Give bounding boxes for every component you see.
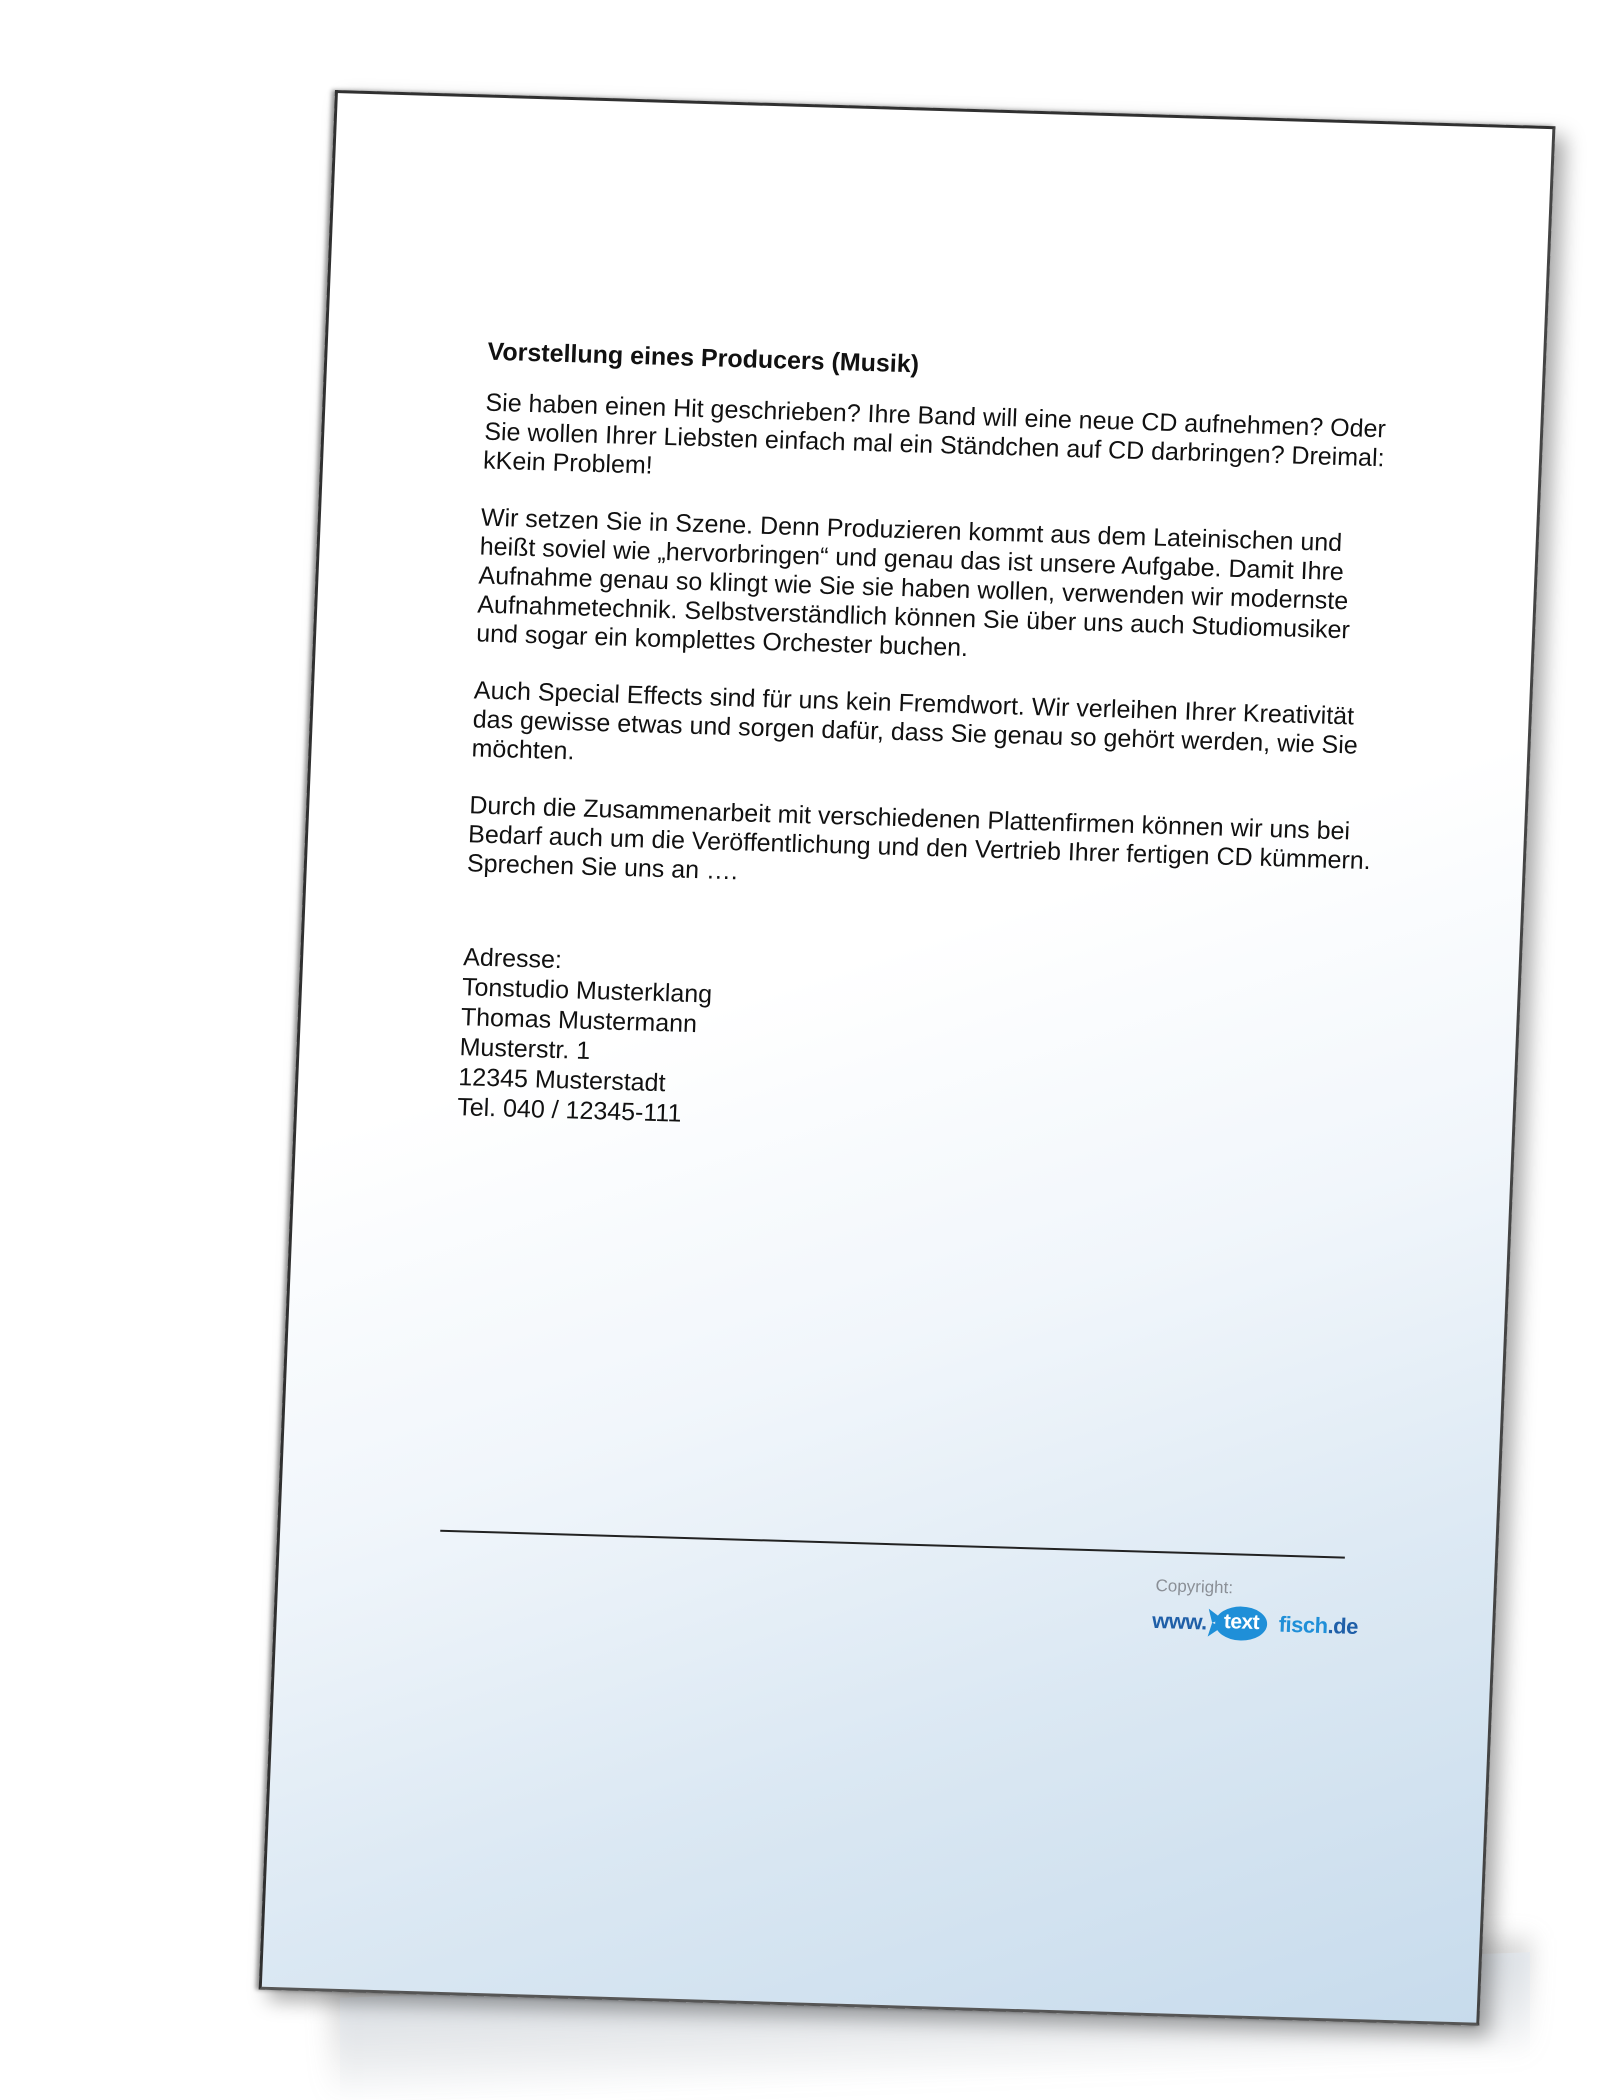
textfisch-logo xyxy=(1151,1602,1372,1646)
copyright-label: Copyright: xyxy=(1155,1576,1234,1598)
logo-suffix-word: fisch xyxy=(1278,1611,1329,1639)
address-block xyxy=(457,942,1369,1149)
document-page xyxy=(259,90,1556,2026)
footer-divider xyxy=(440,1530,1345,1559)
address-label: Adresse: xyxy=(462,943,563,975)
paragraph-effects: Auch Special Effects sind für uns kein Fremdwort. Wir verleihen Ihrer Kreativität das gewisse etwas und sorgen dafür, dass Sie genau so gehört werden, wie Sie möchten. xyxy=(471,676,1359,766)
address-street: Musterstr. 1 xyxy=(459,1033,591,1065)
address-city: 12345 Musterstadt xyxy=(457,1063,667,1098)
fish-icon xyxy=(1207,1604,1278,1644)
copyright-block xyxy=(1151,1576,1373,1646)
address-name: Thomas Mustermann xyxy=(460,1003,698,1039)
address-company: Tonstudio Musterklang xyxy=(461,973,713,1009)
logo-fish-text: text xyxy=(1223,1610,1260,1635)
logo-prefix: www. xyxy=(1151,1607,1208,1635)
paragraph-intro: Sie haben einen Hit geschrieben? Ihre Band will eine neue CD aufnehmen? Oder Sie wollen Ihrer Liebsten einfach mal ein Ständchen auf CD darbringen? Dreimal: kKein Problem! xyxy=(482,388,1387,480)
document-title: Vorstellung eines Producers (Musik) xyxy=(487,337,920,379)
address-phone: Tel. 040 / 12345-111 xyxy=(456,1093,682,1128)
paragraph-production: Wir setzen Sie in Szene. Denn Produzieren kommt aus dem Lateinischen und heißt soviel wie „hervorbringen“ und genau das ist unsere Aufgabe. Damit Ihre Aufnahme genau so klingt wie Sie sie haben wollen, verwenden wir modernste Aufnahmetechnik. Selbstverständlich können Sie über uns auch Studiomusiker und sogar ein komplettes Orchester buchen. xyxy=(475,503,1351,663)
document-body xyxy=(457,338,1393,1149)
logo-suffix-tld: .de xyxy=(1327,1613,1359,1640)
paragraph-distribution: Durch die Zusammenarbeit mit verschiedenen Plattenfirmen können wir uns bei Bedarf auch um die Veröffentlichung und den Vertrieb Ihrer fertigen CD kümmern. Sprechen Sie uns an …. xyxy=(466,791,1372,886)
